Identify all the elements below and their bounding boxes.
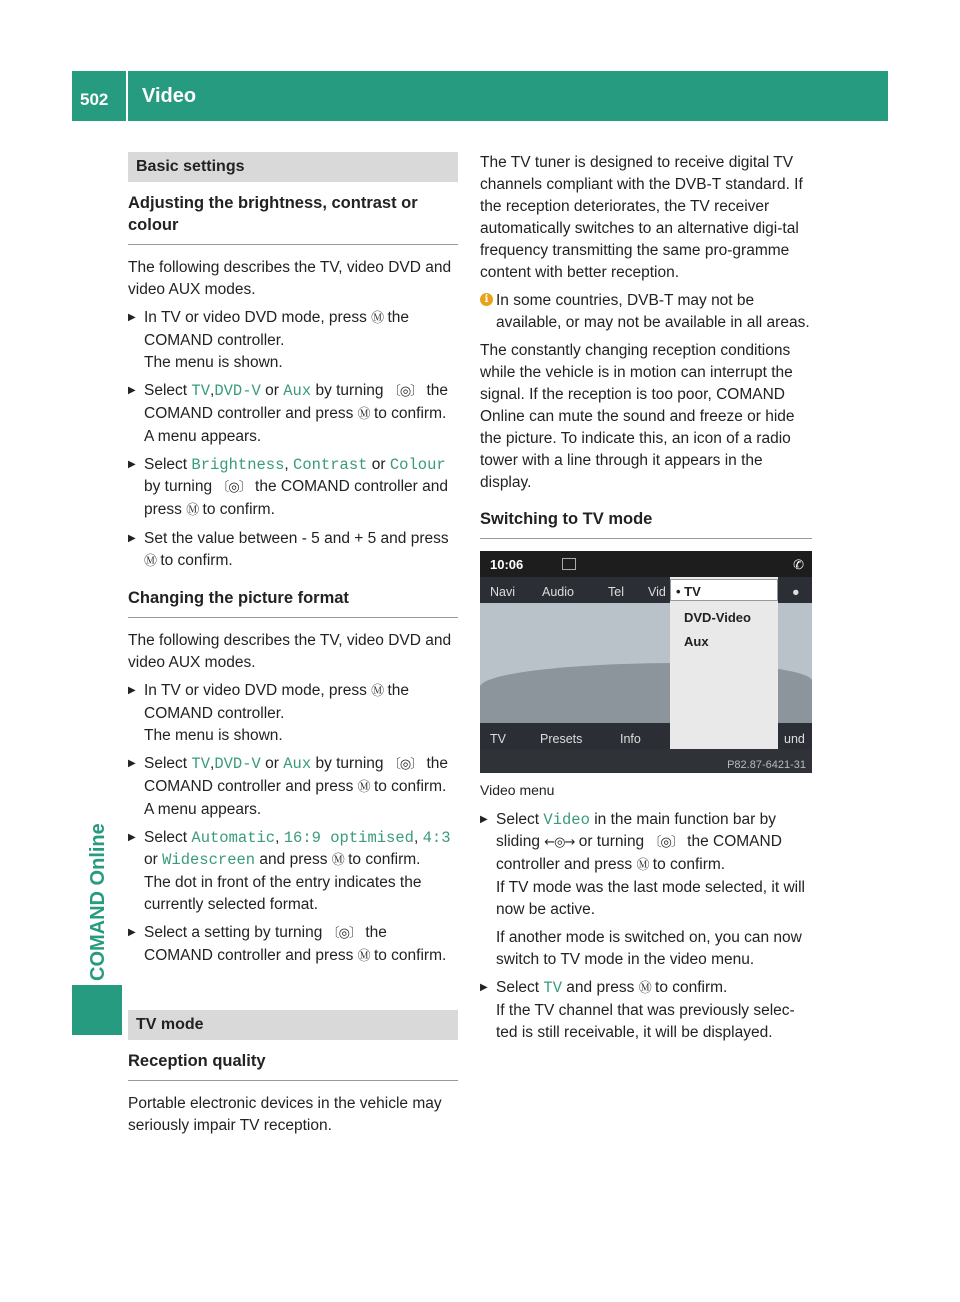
text: or	[367, 456, 390, 473]
press-controller-icon: Ⓜ	[636, 858, 649, 873]
text: A menu appears.	[144, 428, 262, 445]
func-tel: Tel	[608, 585, 624, 599]
step-press-controller-1	[128, 307, 458, 374]
option-tv: TV	[191, 382, 210, 400]
spacer	[128, 974, 458, 1010]
image-code: P82.87-6421-31	[727, 759, 806, 771]
text: If TV mode was the last mode selected, it will now be active.	[496, 879, 805, 918]
option-16-9-optimised: 16:9 optimised	[283, 829, 414, 847]
text: by turning	[144, 478, 217, 495]
option-dvd-v: DVD-V	[214, 382, 261, 400]
step-select-mode-2	[128, 753, 458, 821]
text: or	[260, 755, 284, 772]
press-controller-icon: Ⓜ	[144, 554, 157, 569]
text: ,	[275, 829, 284, 846]
right-column	[480, 152, 812, 1050]
text: the COMAND controller and press	[496, 833, 782, 873]
press-controller-icon: Ⓜ	[357, 780, 370, 795]
step-select-setting	[128, 922, 458, 968]
func-audio: Audio	[542, 585, 574, 599]
step-select-brightness	[128, 454, 458, 522]
text: to confirm.	[343, 851, 421, 868]
text: the COMAND controller and press	[144, 924, 387, 964]
text: Set the value between - 5 and + 5 and press	[144, 530, 449, 547]
page-header	[72, 71, 888, 121]
text: to confirm.	[369, 778, 447, 795]
option-4-3: 4:3	[422, 829, 451, 847]
bottom-sound: und	[784, 732, 805, 746]
screen-video-menu	[670, 577, 778, 749]
page-title: Video	[142, 85, 197, 107]
screen-clock: 10:06	[490, 557, 524, 572]
screen-status-bar	[480, 551, 812, 577]
signal-icon	[562, 558, 576, 570]
bottom-tv: TV	[490, 732, 506, 746]
spacer	[496, 921, 812, 927]
press-controller-icon: Ⓜ	[331, 853, 344, 868]
turn-controller-icon: 〔◎〕	[387, 757, 423, 772]
press-controller-icon: Ⓜ	[357, 407, 370, 422]
text: Select	[496, 979, 544, 996]
press-controller-icon: Ⓜ	[186, 503, 199, 518]
step-select-video	[480, 809, 812, 971]
press-controller-icon: Ⓜ	[638, 981, 651, 996]
press-controller-icon: Ⓜ	[371, 311, 384, 326]
text: The menu is shown.	[144, 727, 283, 744]
option-automatic: Automatic	[191, 829, 276, 847]
text: the COMAND controller and press	[144, 755, 449, 795]
text: In TV or video DVD mode, press	[144, 682, 372, 699]
text: Select	[144, 755, 192, 772]
step-press-controller-2	[128, 680, 458, 747]
step-select-tv	[480, 977, 812, 1044]
text: In TV or video DVD mode, press	[144, 309, 372, 326]
heading-picture-format: Changing the picture format	[128, 587, 458, 618]
bottom-presets: Presets	[540, 732, 583, 746]
turn-controller-icon: 〔◎〕	[326, 926, 362, 941]
press-controller-icon: Ⓜ	[357, 949, 370, 964]
option-colour: Colour	[389, 456, 446, 474]
text: to confirm.	[156, 552, 233, 569]
text: ,	[284, 456, 294, 473]
text: to confirm.	[648, 856, 726, 873]
text: to confirm.	[650, 979, 728, 996]
text: ,	[210, 382, 215, 399]
text: A menu appears.	[144, 801, 262, 818]
text: in the main function bar by sliding	[496, 811, 777, 850]
globe-icon: ●	[792, 585, 800, 599]
side-chapter-label: COMAND Online	[87, 823, 109, 981]
text: the COMAND controller.	[144, 682, 410, 722]
header-divider	[126, 71, 128, 121]
text: Select	[144, 456, 192, 473]
option-contrast: Contrast	[293, 456, 368, 474]
text: If another mode is switched on, you can now switch to TV mode in the video menu.	[496, 929, 802, 968]
text: ,	[210, 755, 215, 772]
screen-footer	[480, 749, 812, 773]
option-widescreen: Widescreen	[162, 851, 256, 869]
press-controller-icon: Ⓜ	[371, 684, 384, 699]
text: Select a setting by turning	[144, 924, 327, 941]
slide-controller-icon: ←◎→	[544, 835, 575, 850]
option-video: Video	[543, 811, 590, 829]
paragraph-dvb-t: The TV tuner is designed to receive digital TV channels compliant with the DVB-T standard. If the reception deteriorates, the TV receiver automatically switches to an alternative digi-tal frequency transmitting the same pro-gramme content with better reception.	[480, 154, 803, 281]
heading-reception-quality: Reception quality	[128, 1050, 458, 1081]
text: by turning	[311, 382, 388, 399]
text: or turning	[574, 833, 649, 850]
option-tv: TV	[543, 979, 562, 997]
text: the COMAND controller and press	[144, 382, 449, 422]
text: If the TV channel that was previously selec-ted is still receivable, it will be displayed.	[496, 1002, 795, 1041]
menu-dvd-video: DVD-Video	[684, 610, 751, 625]
section-tv-mode: TV mode	[128, 1010, 458, 1040]
text: the COMAND controller.	[144, 309, 410, 349]
text: Select	[144, 382, 192, 399]
option-aux: Aux	[283, 755, 312, 773]
turn-controller-icon: 〔◎〕	[216, 480, 251, 495]
text: the COMAND controller and press	[144, 478, 449, 518]
side-chapter-block	[72, 985, 122, 1035]
text: The dot in front of the entry indicates the currently selected format.	[144, 874, 422, 913]
paragraph-modes-1: The following describes the TV, video DVD and video AUX modes.	[128, 259, 452, 298]
text: and press	[562, 979, 639, 996]
text: to confirm.	[198, 501, 275, 518]
text: The menu is shown.	[144, 354, 283, 371]
info-icon: i	[480, 293, 493, 306]
text: or	[260, 382, 284, 399]
text: by turning	[311, 755, 388, 772]
step-select-format	[128, 827, 458, 916]
video-menu-screenshot	[480, 551, 812, 773]
section-basic-settings: Basic settings	[128, 152, 458, 182]
option-brightness: Brightness	[191, 456, 285, 474]
text: Select	[496, 811, 544, 828]
turn-controller-icon: 〔◎〕	[387, 384, 423, 399]
func-navi: Navi	[490, 585, 516, 599]
phone-icon: ✆	[793, 557, 804, 572]
menu-aux: Aux	[684, 634, 709, 649]
text: and press	[255, 851, 332, 868]
option-dvd-v: DVD-V	[214, 755, 261, 773]
heading-brightness-contrast: Adjusting the brightness, contrast or colour	[128, 192, 458, 245]
text: to confirm.	[369, 947, 447, 964]
text: Select	[144, 829, 192, 846]
option-aux: Aux	[283, 382, 312, 400]
menu-tv: • TV	[676, 584, 701, 599]
page-number: 502	[80, 90, 109, 109]
paragraph-reception-conditions: The constantly changing reception conditions while the vehicle is in motion can interrupt the signal. If the reception is too poor, COMAND Online can mute the sound and freeze or hide the picture. To indicate this, an icon of a radio tower with a line through it appears in the display.	[480, 342, 795, 491]
text: ,	[413, 829, 423, 846]
text: or	[144, 851, 163, 868]
func-vid: Vid	[648, 585, 666, 599]
paragraph-reception: Portable electronic devices in the vehicle may seriously impair TV reception.	[128, 1095, 442, 1134]
note-text: In some countries, DVB-T may not be available, or may not be available in all areas.	[496, 292, 810, 331]
paragraph-modes-2: The following describes the TV, video DVD and video AUX modes.	[128, 632, 452, 671]
step-set-value	[128, 528, 458, 573]
left-column	[128, 152, 458, 1143]
step-select-mode-1	[128, 380, 458, 448]
text: to confirm.	[369, 405, 447, 422]
figure-caption: Video menu	[480, 782, 555, 798]
heading-switching-tv: Switching to TV mode	[480, 508, 812, 539]
option-tv: TV	[191, 755, 210, 773]
bottom-info: Info	[620, 732, 641, 746]
info-note	[480, 290, 812, 334]
turn-controller-icon: 〔◎〕	[648, 835, 683, 850]
